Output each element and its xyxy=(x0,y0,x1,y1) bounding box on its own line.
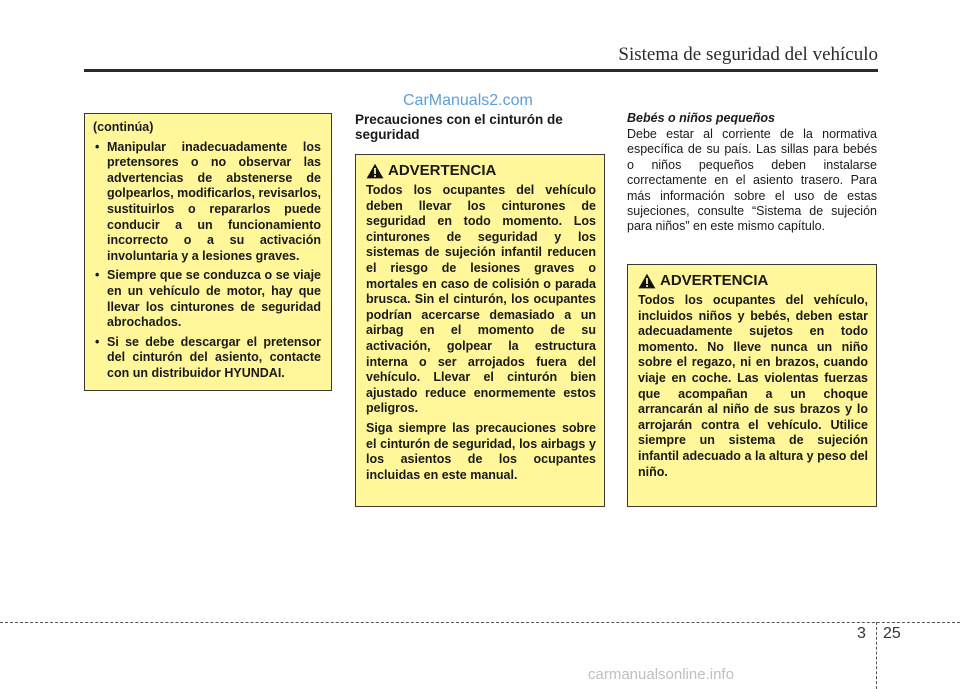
subsection-body: Debe estar al corriente de la normativa específica de su país. Las sillas para bebés o niños pequeños deben instalarse correctamente en el asiento trasero. Para más información sobre el uso de estas sujeciones, consulte “Sistema de sujeción para niños” en este mismo capítulo. xyxy=(627,127,877,234)
warning-triangle-icon xyxy=(366,163,384,179)
continuation-list xyxy=(93,140,321,382)
header-title: Sistema de seguridad del vehículo xyxy=(618,44,878,65)
warning-paragraph: Todos los ocupantes del vehículo deben llevar los cinturones de seguridad en todo momento. Los cinturones de seguridad y los sistemas de sujeción infantil reducen el riesgo de lesiones graves o mortales en caso de colisión o parada brusca. Sin el cinturón, los ocupantes podrían acercarse demasiado a un airbag en el momento de su activación, golpear la estructura interna o ser arrojados fuera del vehículo. Llevar el cinturón bien ajustado reduce enormemente estos peligros. xyxy=(366,183,596,416)
watermark-top: CarManuals2.com xyxy=(403,92,533,109)
warning-title: ADVERTENCIA xyxy=(660,272,769,289)
warning-paragraph: Siga siempre las precauciones sobre el cinturón de seguridad, los airbags y los asientos de los ocupantes incluidas en este manual. xyxy=(366,420,596,482)
section-heading: Precauciones con el cinturón de seguridad xyxy=(355,112,563,142)
list-item: • Siempre que se conduzca o se viaje en un vehículo de motor, hay que llevar los cinturones de seguridad abrochados. xyxy=(93,268,321,330)
page-number: 25 xyxy=(883,625,901,642)
footer-rule xyxy=(0,622,960,623)
watermark-bottom: carmanualsonline.info xyxy=(588,666,734,683)
warning-header xyxy=(638,273,868,289)
warning-triangle-icon xyxy=(638,273,656,289)
continuation-label: (continúa) xyxy=(93,120,154,134)
continuation-box xyxy=(84,113,332,391)
subsection-heading: Bebés o niños pequeños xyxy=(627,111,775,125)
header-rule xyxy=(84,69,878,72)
warning-box-center xyxy=(355,154,605,507)
warning-box-right xyxy=(627,264,877,507)
list-item: • Manipular inadecuadamente los pretensores o no observar las advertencias de abstenerse de golpearlos, modificarlos, revisarlos, sustituirlos o repararlos puede conducir a un funcionamiento incorrecto o a su activación involuntaria y a lesiones graves. xyxy=(93,140,321,265)
warning-title: ADVERTENCIA xyxy=(388,162,497,179)
warning-paragraph: Todos los ocupantes del vehículo, incluidos niños y bebés, deben estar adecuadamente sujetos en todo momento. No lleve nunca un niño sobre el regazo, ni en brazos, cuando viaje en coche. Las violentas fuerzas que acompañan a un choque arrancarán al niño de sus brazos y lo arrojarán contra el vehículo. Utilice siempre un sistema de sujeción infantil adecuado a la altura y peso del niño. xyxy=(638,293,868,479)
list-item: • Si se debe descargar el pretensor del cinturón del asiento, contacte con un distribuidor HYUNDAI. xyxy=(93,335,321,382)
chapter-number: 3 xyxy=(857,625,866,642)
footer-divider xyxy=(876,622,877,689)
warning-header xyxy=(366,163,596,179)
